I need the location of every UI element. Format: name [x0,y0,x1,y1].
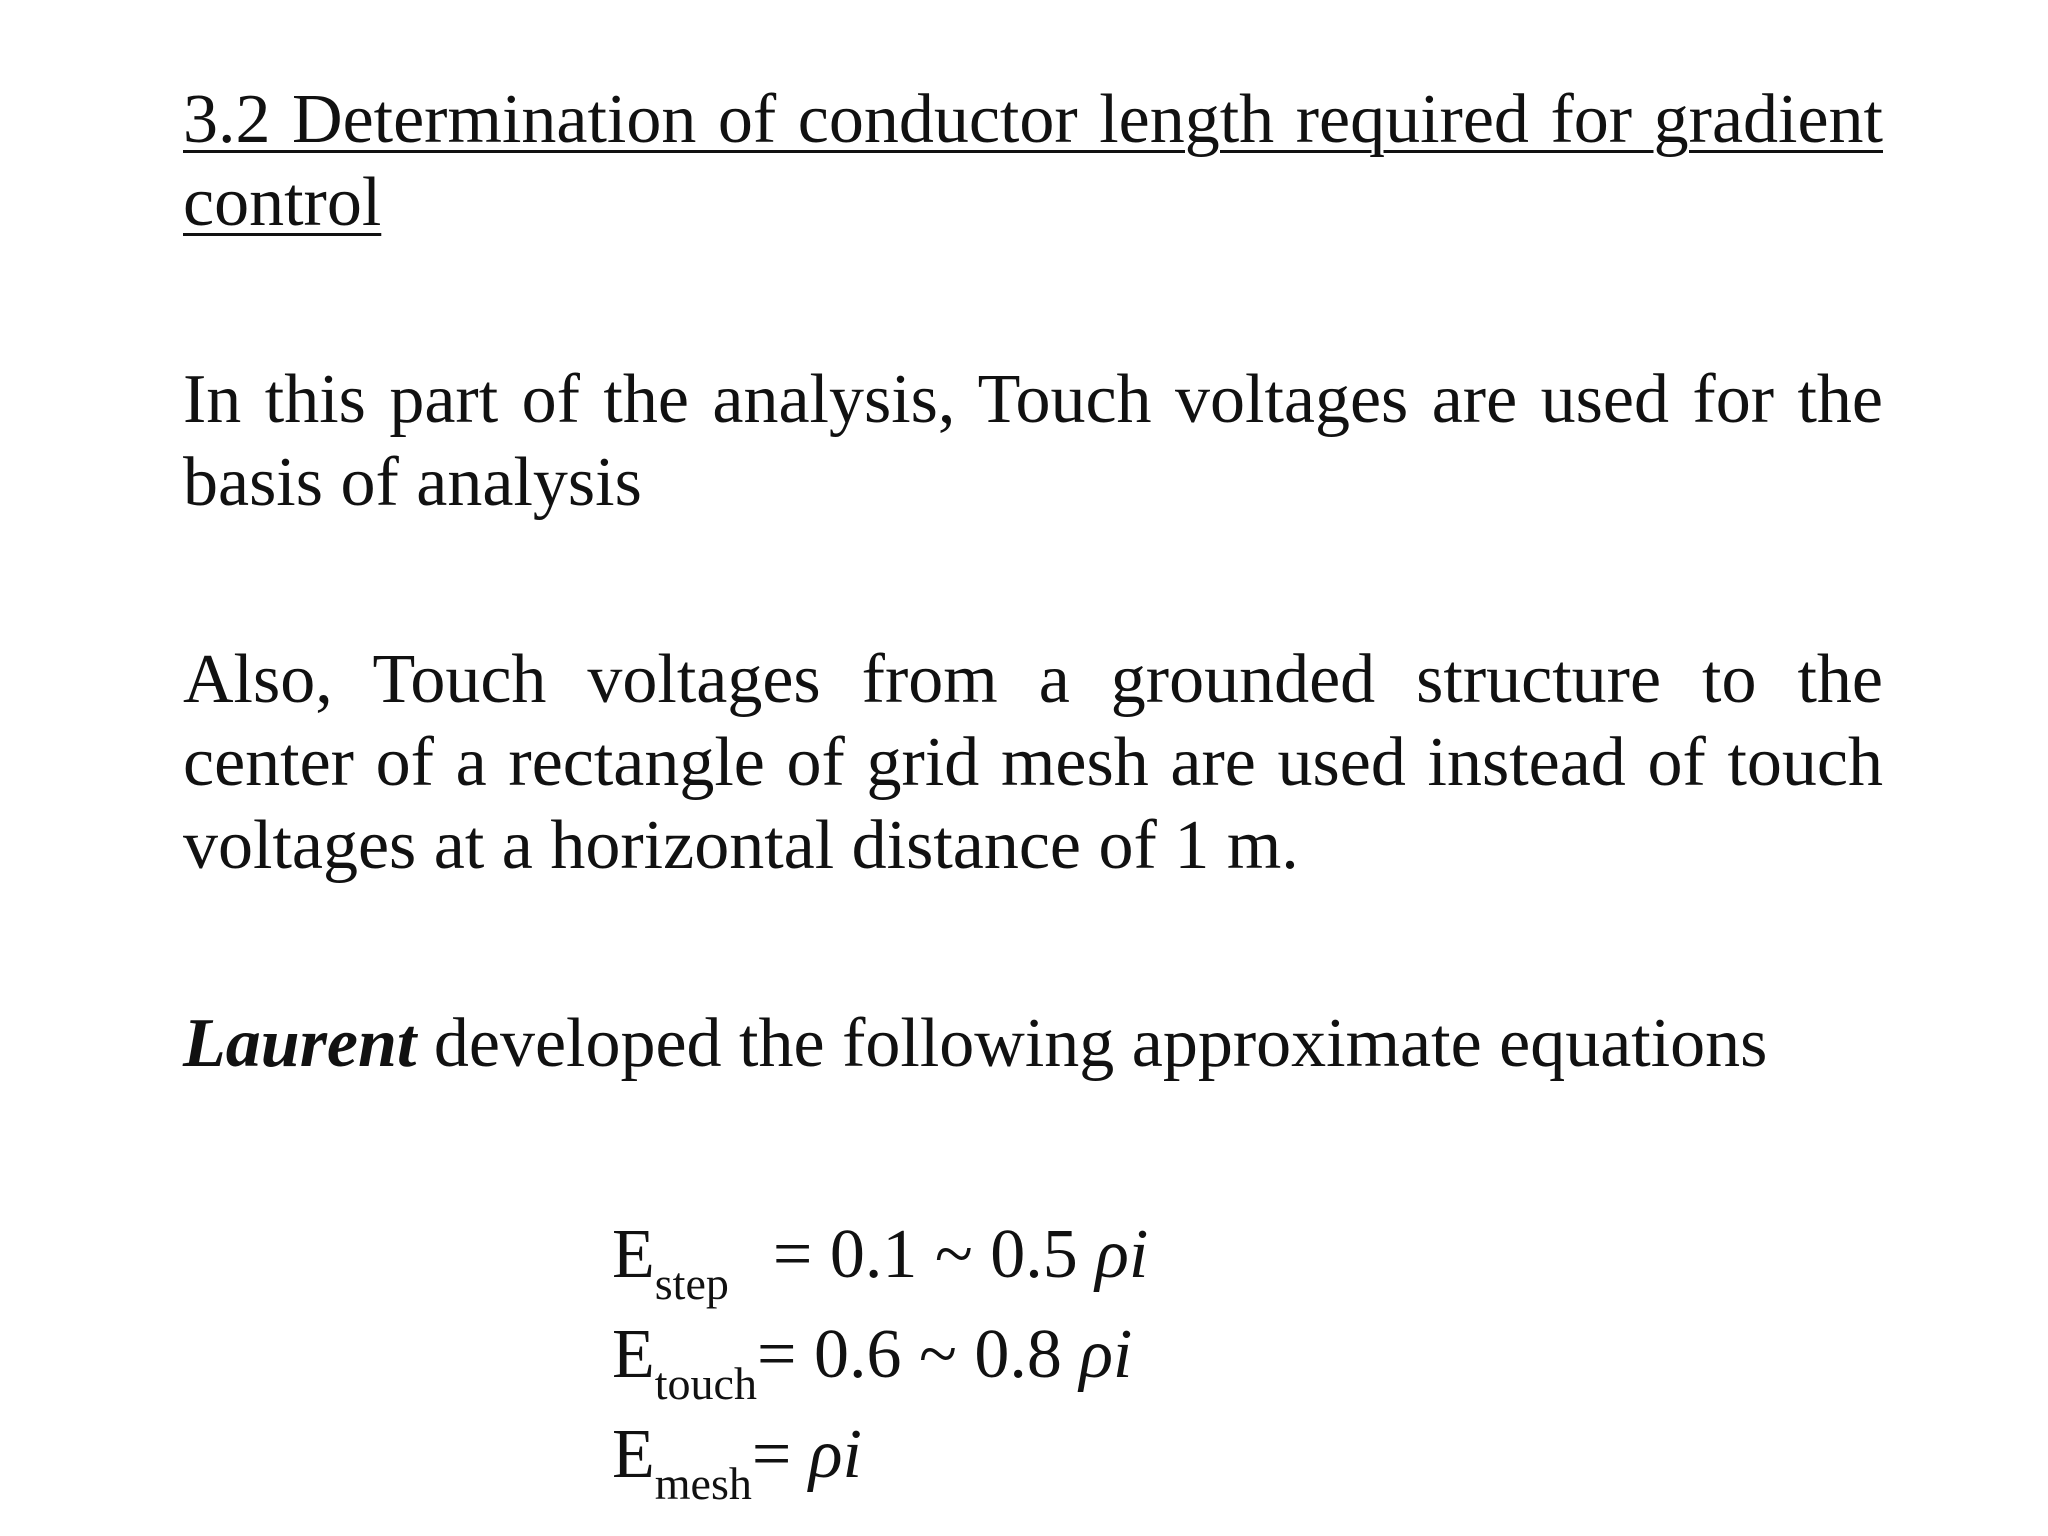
author-name: Laurent [183,1005,417,1082]
equations-block [612,1205,1149,1509]
equation-symbol: E [612,1216,655,1293]
paragraph-laurent [183,1002,1883,1085]
equation-rhs: = 0.6 ~ 0.8 [756,1316,1080,1393]
paragraph-touch-voltages-mesh: Also, Touch voltages from a grounded structure to the center of a rectangle of grid mesh are used instead of touch voltages at a horizontal distance of 1 m. [183,641,1883,884]
section-heading: 3.2 Determination of conductor length required for gradient control [183,81,1883,241]
equation-step [612,1205,1149,1309]
equation-subscript: step [654,1258,729,1309]
rho-i-term: ρi [1079,1316,1133,1393]
equation-symbol: E [612,1416,655,1493]
equation-rhs: = 0.1 ~ 0.5 [772,1216,1096,1293]
rho-i-term: ρi [1095,1216,1149,1293]
equation-rhs: = [751,1416,809,1493]
equation-symbol: E [612,1316,655,1393]
laurent-line-text: developed the following approximate equations [416,1005,1768,1082]
equation-subscript: mesh [654,1458,752,1509]
paragraph-touch-voltages-basis: In this part of the analysis, Touch voltages are used for the basis of analysis [183,361,1883,521]
rho-i-term: ρi [808,1416,862,1493]
equation-subscript: touch [654,1358,757,1409]
